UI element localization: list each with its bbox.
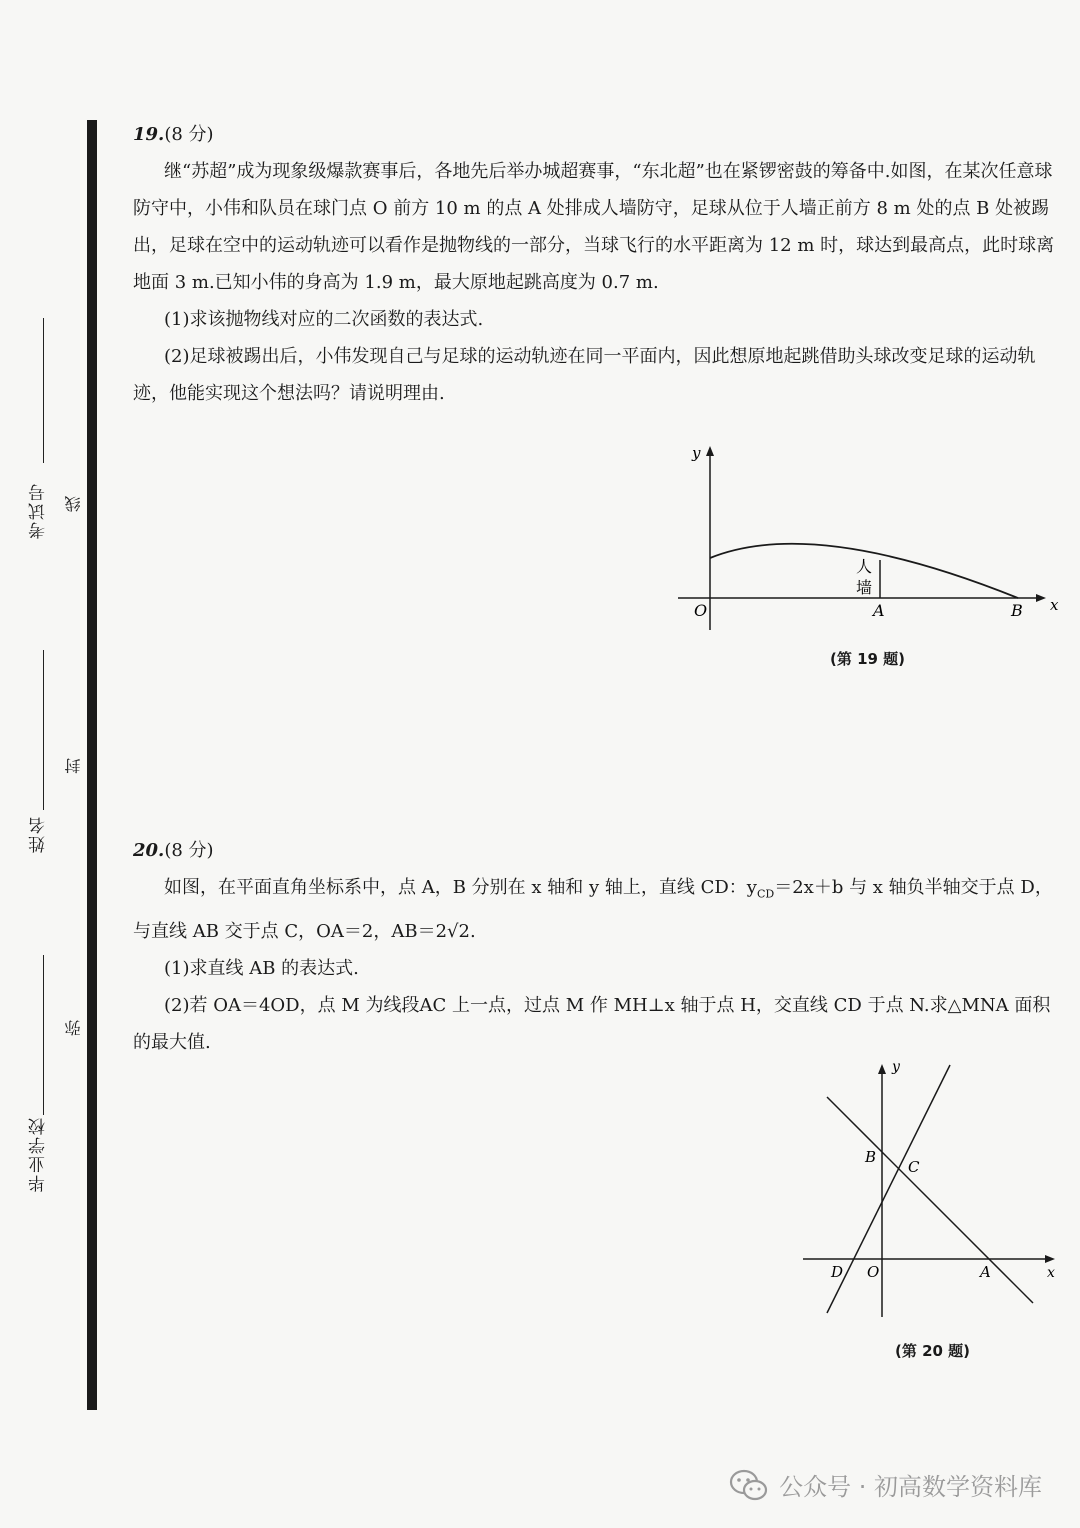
- q19-point-a: A: [873, 601, 885, 620]
- q20-line-cd: [827, 1065, 950, 1313]
- q20-stem-rest: ＝2x＋b 与 x 轴负半轴交于点 D，与直线 AB 交于点 C，OA＝2，AB＝2√2.: [133, 877, 1053, 942]
- binding-bar: [87, 120, 97, 1410]
- watermark-text: 公众号 · 初高数学资料库: [779, 1473, 1042, 1501]
- q19-x-arrow: [1036, 594, 1046, 602]
- exam-no-label: 考试号: [29, 482, 49, 539]
- school-label: 毕业学校: [29, 1116, 49, 1192]
- q19-origin-label: O: [694, 601, 708, 620]
- q19-points: (8 分): [164, 124, 214, 145]
- question-20: [133, 832, 1058, 1061]
- q20-number: 20.: [133, 840, 165, 861]
- q20-figure-caption: (第 20 题): [895, 1342, 971, 1360]
- exam-no-blank-line: [43, 318, 44, 463]
- watermark: [729, 1467, 1042, 1502]
- q20-points: (8 分): [164, 840, 214, 861]
- q19-wall-label-1: 人: [856, 557, 873, 576]
- wechat-icon: [729, 1469, 769, 1501]
- q19-figure: [670, 440, 1070, 640]
- q20-part1: (1)求直线 AB 的表达式.: [164, 957, 359, 979]
- q19-header: [133, 116, 1058, 153]
- q20-origin-label: O: [867, 1263, 880, 1281]
- q19-point-b: B: [1011, 601, 1023, 620]
- q20-stem-subscript: CD: [756, 887, 775, 901]
- q20-y-label: y: [892, 1059, 900, 1075]
- q19-number: 19.: [133, 124, 165, 145]
- q20-stem: [133, 869, 1058, 950]
- q20-stem-text: 如图，在平面直角坐标系中，点 A，B 分别在 x 轴和 y 轴上，直线 CD：y: [164, 877, 757, 898]
- name-blank-line: [43, 650, 44, 810]
- q20-point-c: C: [908, 1158, 920, 1176]
- q20-x-arrow: [1045, 1255, 1055, 1263]
- seal-char-line: 线: [64, 496, 83, 512]
- name-label: 姓名: [29, 815, 49, 853]
- q20-point-b: B: [865, 1148, 877, 1166]
- q19-x-label: x: [1050, 596, 1059, 614]
- seal-char-feng: 封: [64, 758, 83, 774]
- q20-y-arrow: [878, 1064, 886, 1074]
- q20-header: [133, 832, 1058, 869]
- q19-y-label: y: [692, 444, 701, 462]
- q19-part2: (2)足球被踢出后，小伟发现自己与足球的运动轨迹在同一平面内，因此想原地起跳借助头球改变足球的运动轨迹，他能实现这个想法吗？请说明理由.: [133, 346, 1036, 404]
- q19-figure-caption: (第 19 题): [830, 650, 906, 668]
- q20-point-d: D: [831, 1263, 844, 1281]
- q19-part1: (1)求该抛物线对应的二次函数的表达式.: [164, 309, 484, 330]
- school-blank-line: [43, 955, 44, 1115]
- q20-part2: (2)若 OA＝4OD，点 M 为线段AC 上一点，过点 M 作 MH⊥x 轴于点 H，交直线 CD 于点 N.求△MNA 面积的最大值.: [133, 994, 1051, 1053]
- q20-point-a: A: [980, 1263, 991, 1281]
- q19-stem: 继“苏超”成为现象级爆款赛事后，各地先后举办城超赛事，“东北超”也在紧锣密鼓的筹备中.如图，在某次任意球防守中，小伟和队员在球门点 O 前方 10 m 的点 A 处排成人墙防守，足球从位于人墙正前方 8 m 处的点 B 处被踢出，足球在空中的运动轨迹可以看作是抛物线的一部分，当球飞行的水平距离为 12 m 时，球达到最高点，此时球离地面 3 m.已知小伟的身高为 1.9 m，最大原地起跳高度为 0.7 m.: [133, 161, 1055, 293]
- q20-x-label: x: [1047, 1265, 1055, 1281]
- q20-line-ab: [827, 1097, 1033, 1303]
- seal-char-mi: 弥: [64, 1020, 83, 1036]
- question-19: [133, 116, 1058, 412]
- q20-figure: [795, 1055, 1065, 1325]
- q19-wall-label-2: 墙: [856, 578, 873, 597]
- q19-y-arrow: [706, 446, 714, 456]
